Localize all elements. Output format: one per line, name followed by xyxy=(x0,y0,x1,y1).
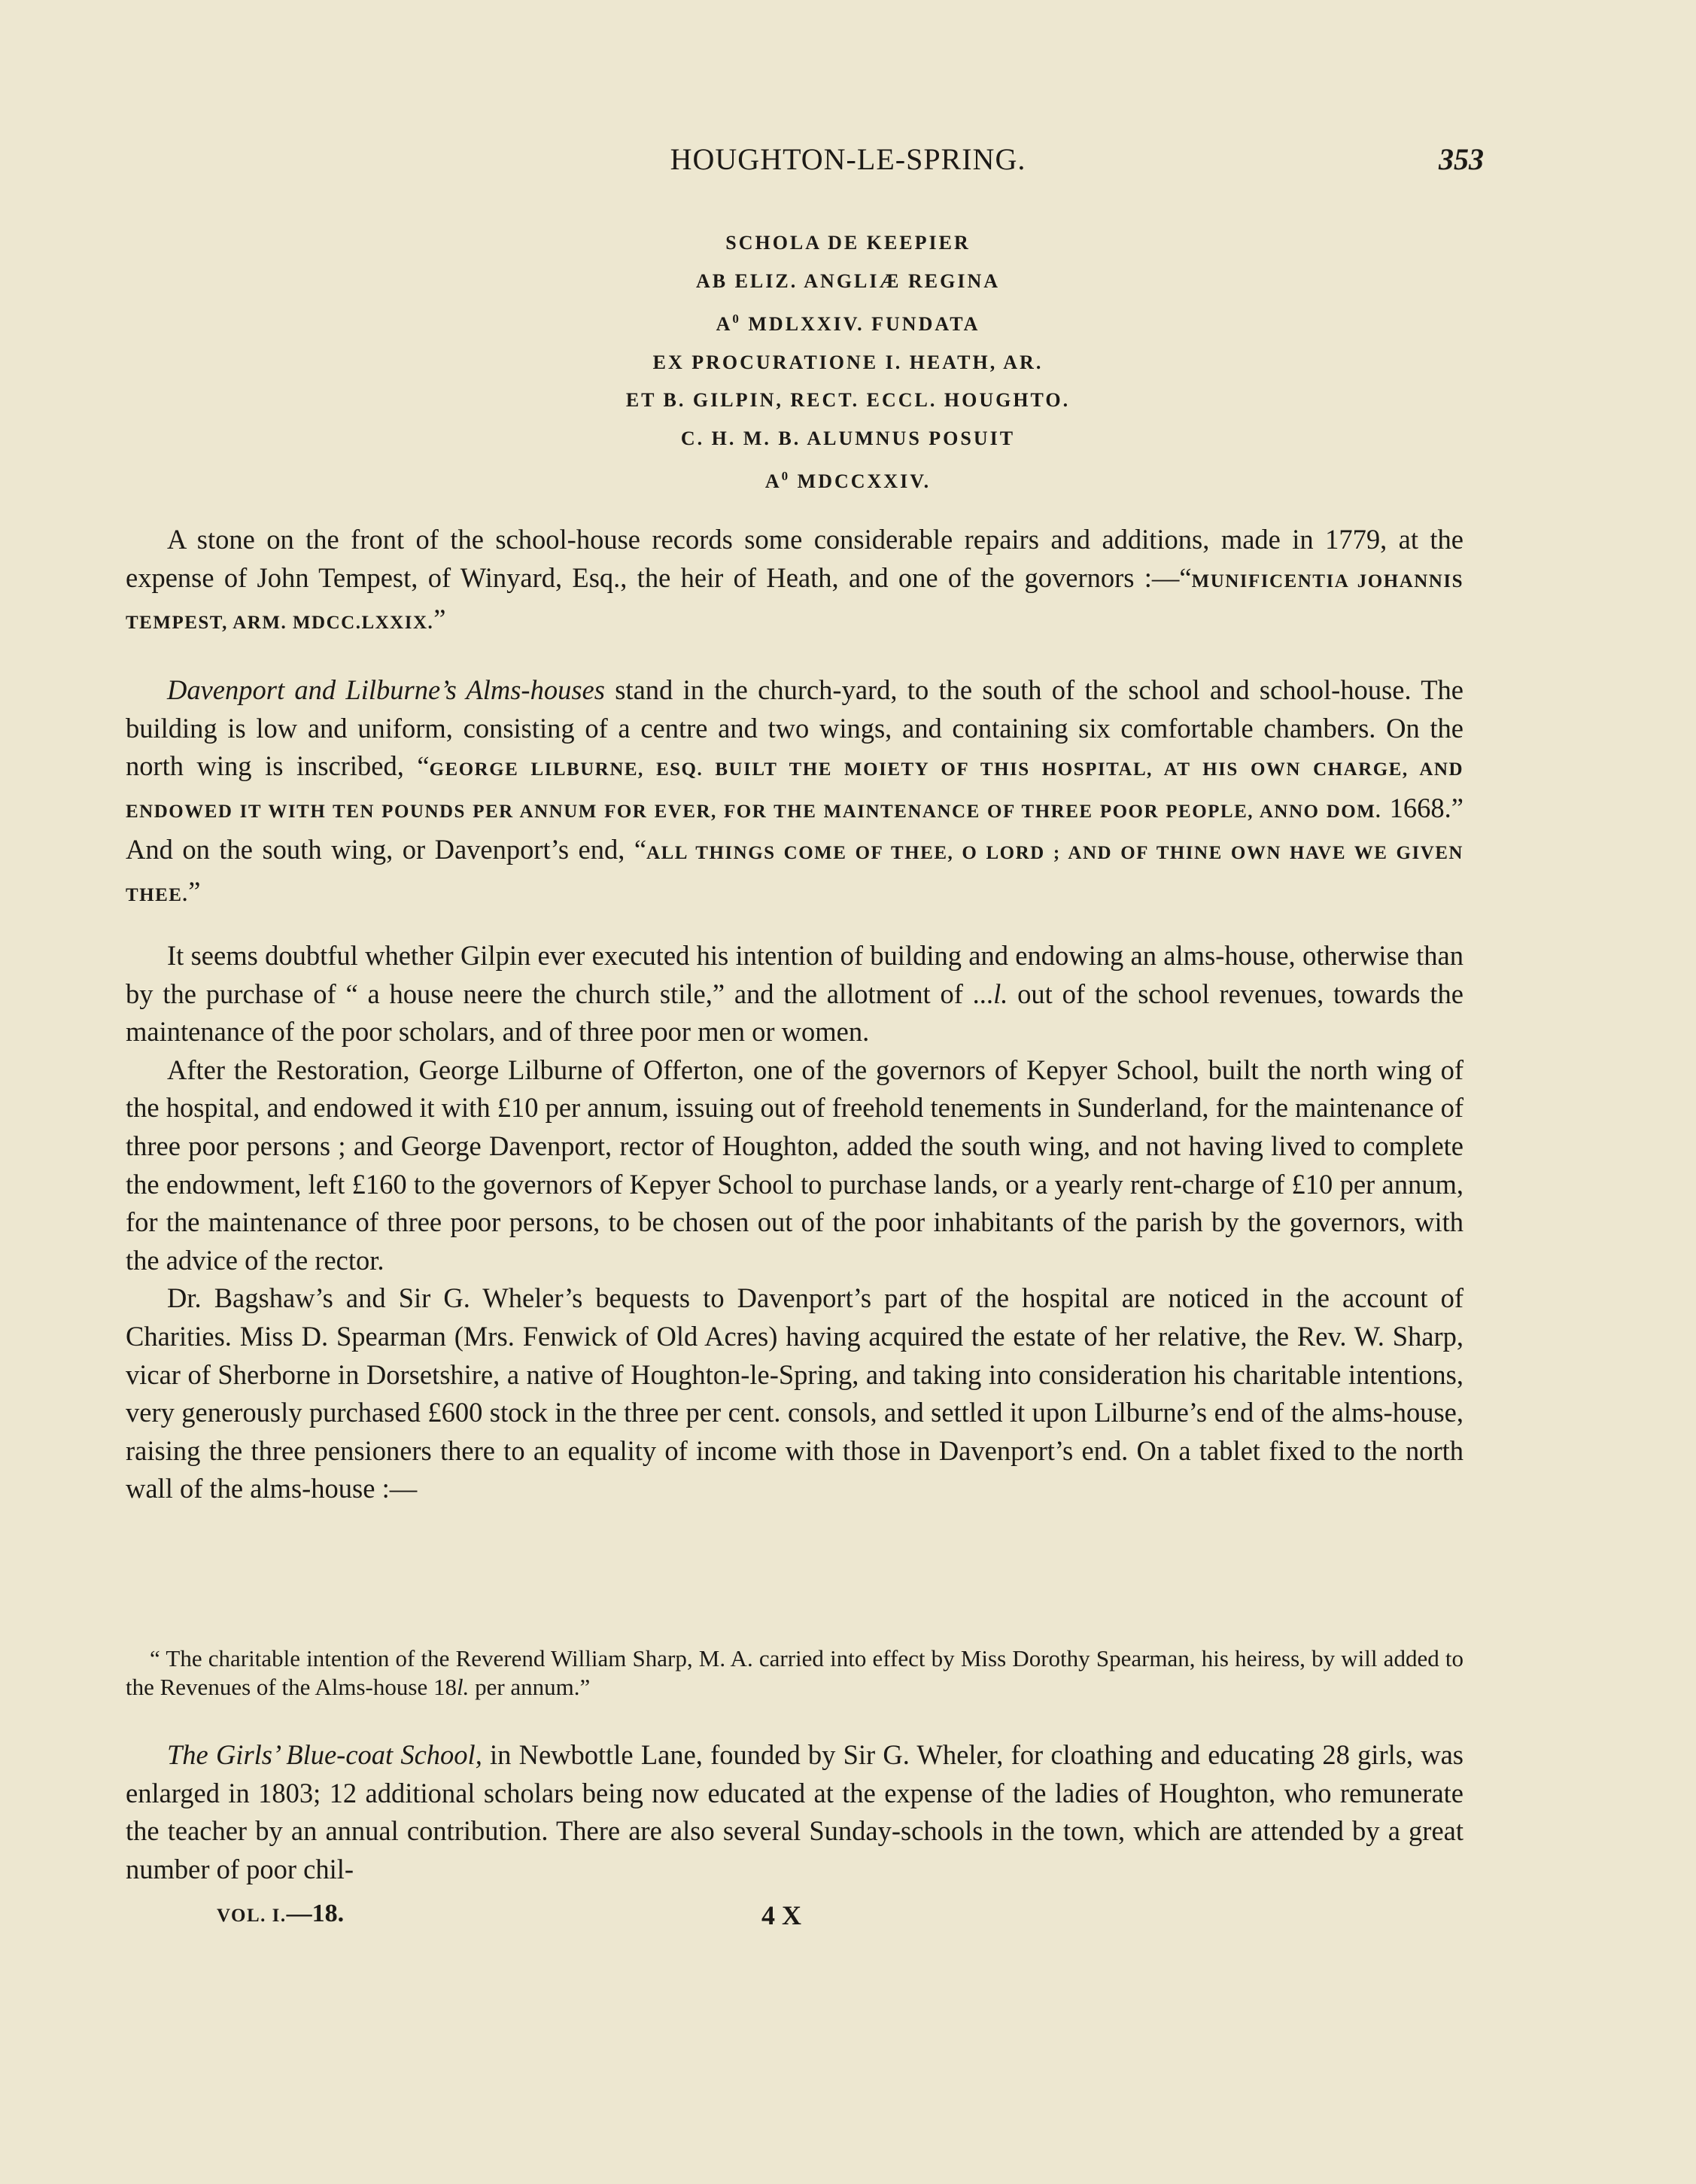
paragraph-text: It seems doubtful whether Gilpin ever executed his intention of building and endowing an alms-house, otherwise than by the purchase of “ a house neere the church stile,” and the allotment of ... xyxy=(126,940,1463,1009)
italic-abbrev: l. xyxy=(456,1674,470,1700)
small-caps-inscription: MUNIFICENTIA JOHANNIS TEMPEST, ARM. MDCC.LXXIX. xyxy=(126,570,1463,634)
inscription-prefix: A xyxy=(716,313,733,335)
paragraph xyxy=(126,521,1463,643)
paragraph-alms-houses xyxy=(126,671,1463,915)
tablet-quotation xyxy=(126,1644,1463,1702)
paragraph-group-history xyxy=(126,937,1463,1508)
italic-abbrev: l. xyxy=(993,978,1008,1009)
small-caps-inscription: GEORGE LILBURNE, ESQ. BUILT THE MOIETY OF THIS HOSPITAL, AT HIS OWN CHARGE, AND ENDOWED IT WITH TEN POUNDS PER ANNUM FOR EVER, FOR THE MAINTENANCE OF THREE POOR PEOPLE, ANNO DOM. xyxy=(126,759,1463,822)
paragraph-blue-coat-school xyxy=(126,1736,1463,1888)
paragraph-text: 1668.” And on the south wing, or Davenport’s end, “ xyxy=(126,792,1463,865)
italic-heading: Davenport and Lilburne’s Alms-houses xyxy=(167,674,605,705)
paragraph xyxy=(126,1736,1463,1888)
page-header xyxy=(0,141,1696,187)
inscription-line: AB ELIZ. ANGLIÆ REGINA xyxy=(695,269,1001,292)
quote-close: ” xyxy=(188,875,201,907)
small-caps-inscription: ALL THINGS COME OF THEE, O LORD ; AND OF THINE OWN HAVE WE GIVEN THEE. xyxy=(126,843,1463,905)
paragraph xyxy=(126,937,1463,1051)
paragraph: Dr. Bagshaw’s and Sir G. Wheler’s bequests to Davenport’s part of the hospital are noticed in the account of Charities. Miss D. Spearman (Mrs. Fenwick of Old Acres) having acquired the estate of her relative, the Rev. W. Sharp, vicar of Sherborne in Dorsetshire, a native of Houghton-le-Spring, and taking into consideration his charitable intentions, very generously purchased £600 stock in the three per cent. consols, and settled it upon Lilburne’s end of the alms-house, raising the three pensioners there to an equality of income with those in Davenport’s end. On a tablet fixed to the north wall of the alms-house :— xyxy=(126,1282,1463,1504)
paragraph-text: stand in the church-yard, to the south of the school and school-house. The building is low and uniform, consisting of a centre and two wings, and containing six comfortable chambers. On the north wing is inscribed, “ xyxy=(126,674,1463,782)
inscription-line xyxy=(0,458,1696,501)
quotation-text: “ The charitable intention of the Reverend William Sharp, M. A. carried into effect by Miss Dorothy Spearman, his heiress, by will added to the Revenues of the Alms-house 18 xyxy=(126,1645,1463,1700)
volume-number: —18. xyxy=(286,1900,345,1927)
paragraph-text: in Newbottle Lane, founded by Sir G. Wheler, for cloathing and educating 28 girls, was enlarged in 1803; 12 additional scholars being now educated at the expense of the ladies of Houghton, who remunerate the teacher by an annual contribution. There are also several Sunday-schools in the town, which are attended by a great number of poor chil- xyxy=(126,1739,1463,1884)
inscription-line xyxy=(0,300,1696,344)
inscription-prefix: A xyxy=(764,470,782,492)
inscription-superscript: 0 xyxy=(732,312,741,326)
running-title: HOUGHTON-LE-SPRING. xyxy=(670,142,1026,176)
inscription-line: ET B. GILPIN, RECT. ECCL. HOUGHTO. xyxy=(625,389,1071,411)
paragraph-school-repairs xyxy=(126,521,1463,643)
inscription-line: C. H. M. B. ALUMNUS POSUIT xyxy=(680,427,1016,449)
quote-close: ” xyxy=(433,604,446,635)
inscription-line: EX PROCURATIONE I. HEATH, AR. xyxy=(652,351,1044,373)
latin-inscription xyxy=(0,224,1696,501)
volume-label: VOL. I. xyxy=(217,1906,287,1926)
inscription-superscript: 0 xyxy=(781,469,791,483)
inscription-line: SCHOLA DE KEEPIER xyxy=(725,232,971,254)
page-footer xyxy=(0,1900,1696,1937)
sheet-signature: 4 X xyxy=(761,1900,801,1930)
italic-heading: The Girls’ Blue-coat School, xyxy=(167,1739,482,1770)
paragraph-text: out of the school revenues, towards the maintenance of the poor scholars, and of three poor men or women. xyxy=(126,978,1464,1048)
inscription-line-text: MDLXXIV. FUNDATA xyxy=(748,313,980,335)
paragraph-text: A stone on the front of the school-house records some considerable repairs and additions, made in 1779, at the expense of John Tempest, of Winyard, Esq., the heir of Heath, and one of the governors :—“ xyxy=(126,524,1463,593)
inscription-line-text: MDCCXXIV. xyxy=(797,470,932,492)
paragraph: After the Restoration, George Lilburne of Offerton, one of the governors of Kepyer School, built the north wing of the hospital, and endowed it with £10 per annum, issuing out of freehold tenements in Sunderland, for the maintenance of three poor persons ; and George Davenport, rector of Houghton, added the south wing, and not having lived to complete the endowment, left £160 to the governors of Kepyer School to purchase lands, or a yearly rent-charge of £10 per annum, for the maintenance of three poor persons, to be chosen out of the poor inhabitants of the parish by the governors, with the advice of the rector. xyxy=(126,1054,1463,1276)
page-number: 353 xyxy=(1439,142,1484,176)
quotation-text: per annum.” xyxy=(469,1674,591,1700)
paragraph xyxy=(126,671,1463,915)
volume-signature xyxy=(217,1900,344,1928)
quotation xyxy=(126,1644,1463,1702)
